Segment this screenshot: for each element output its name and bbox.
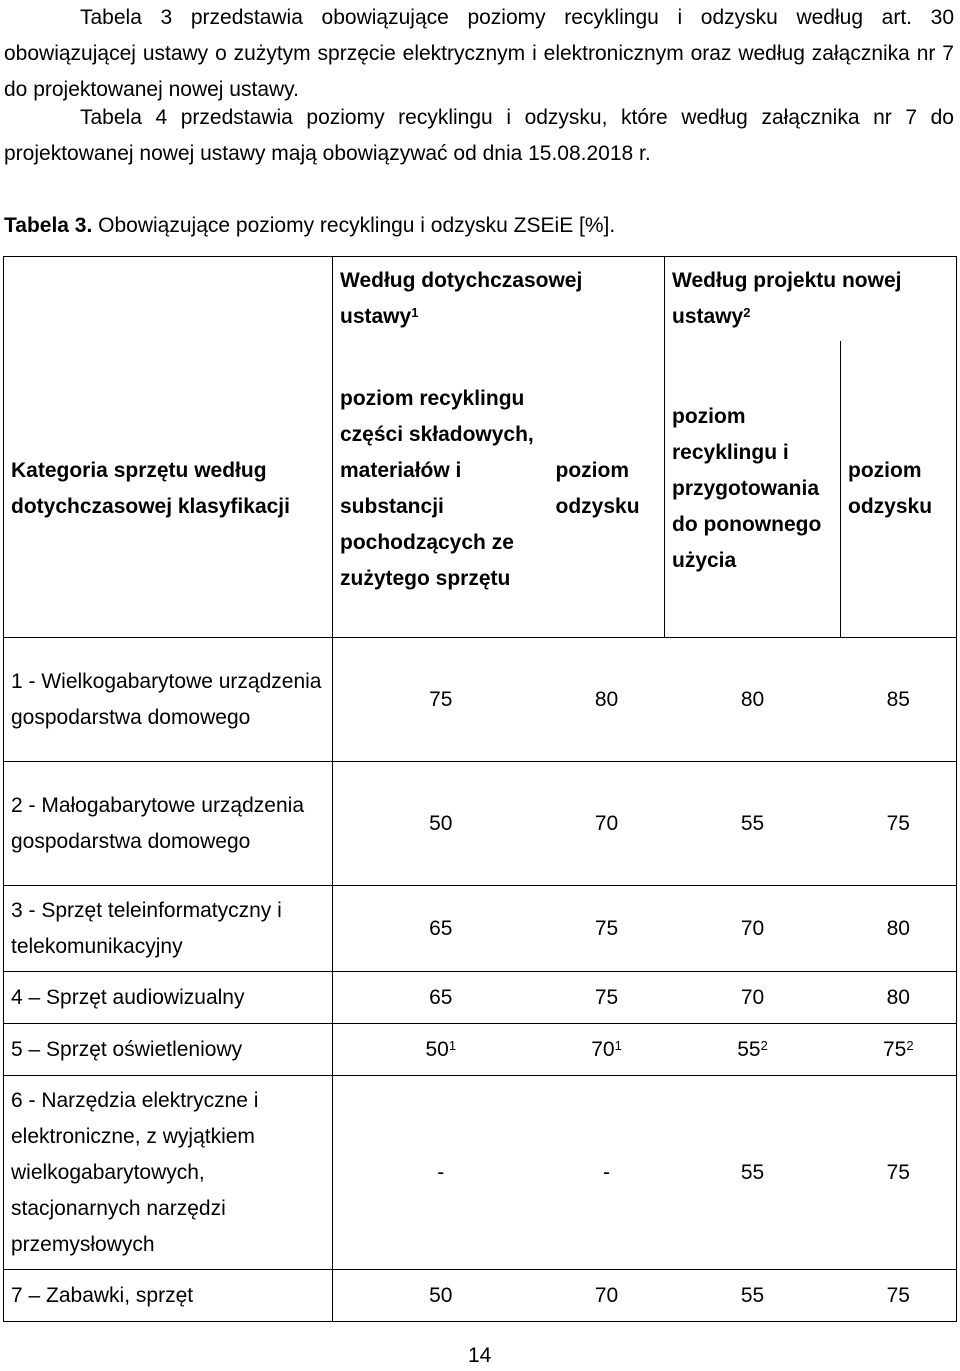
row-value: 50 [333,1270,549,1322]
row-value: 70 [549,762,665,886]
row-value: 55 [665,762,841,886]
row-value: 70 [665,886,841,972]
row-value: 75 [841,762,957,886]
row-value: 55 [665,1270,841,1322]
header-new-recycling: poziom recyklingu i przygotowania do ponownego użycia [665,341,841,638]
row-value: 50 [333,762,549,886]
row-value: 75 [333,638,549,762]
row-value: 75 [841,1076,957,1270]
row-category: 5 – Sprzęt oświetleniowy [4,1024,333,1076]
row-value: 55 [665,1076,841,1270]
row-value: 70 [665,972,841,1024]
row-value: $70^1$ [549,1024,665,1076]
table-row [4,1024,957,1076]
row-value: 75 [549,972,665,1024]
row-value: 75 [841,1270,957,1322]
row-value: 65 [333,972,549,1024]
table-caption [4,208,615,244]
row-value: 80 [841,886,957,972]
table-row [4,638,957,762]
page-number: 14 [468,1344,492,1367]
header-old-recovery: poziom odzysku [549,341,665,638]
row-value: $55^2$ [665,1024,841,1076]
row-value: 65 [333,886,549,972]
row-value: - [549,1076,665,1270]
header-old-law: Według dotychczasowej ustawy$^1$ [333,257,665,342]
row-value: 75 [549,886,665,972]
header-empty-cell [4,257,333,342]
row-value: 70 [549,1270,665,1322]
header-new-law: Według projektu nowej ustawy$^2$ [665,257,957,342]
row-value: 85 [841,638,957,762]
row-category: 6 - Narzędzia elektryczne i elektroniczne, z wyjątkiem wielkogabarytowych, stacjonarnych narzędzi przemysłowych [4,1076,333,1270]
intro-paragraph-2: Tabela 4 przedstawia poziomy recyklingu i odzysku, które według załącznika nr 7 do projektowanej nowej ustawy mają obowiązywać od dnia 15.08.2018 r. [4,106,954,165]
table-group-header-row [4,257,957,342]
recycling-levels-table [3,256,957,1322]
row-value: - [333,1076,549,1270]
table-row [4,972,957,1024]
table-row [4,1076,957,1270]
row-value: $75^2$ [841,1024,957,1076]
row-category: 2 - Małogabarytowe urządzenia gospodarstwa domowego [4,762,333,886]
row-value: 80 [549,638,665,762]
table-caption-label: Tabela 3. [4,214,93,237]
row-category: 4 – Sprzęt audiowizualny [4,972,333,1024]
row-category: 3 - Sprzęt teleinformatyczny i telekomunikacyjny [4,886,333,972]
table-row [4,762,957,886]
intro-paragraph-1: Tabela 3 przedstawia obowiązujące poziomy recyklingu i odzysku według art. 30 obowiązującej ustawy o zużytym sprzęcie elektrycznym i elektronicznym oraz według załącznika nr 7 do projektowanej nowej ustawy. [4,6,954,101]
row-category: 7 – Zabawki, sprzęt [4,1270,333,1322]
header-old-recycling: poziom recyklingu części składowych, materiałów i substancji pochodzących ze zużytego sprzętu [333,341,549,638]
table-column-header-row [4,341,957,638]
row-value: 80 [665,638,841,762]
table-row [4,886,957,972]
header-new-recovery: poziom odzysku [841,341,957,638]
row-value: 80 [841,972,957,1024]
header-category: Kategoria sprzętu według dotychczasowej klasyfikacji [4,341,333,638]
table-row [4,1270,957,1322]
row-value: $50^1$ [333,1024,549,1076]
table-caption-text: Obowiązujące poziomy recyklingu i odzysku ZSEiE [%]. [92,214,616,237]
row-category: 1 - Wielkogabarytowe urządzenia gospodarstwa domowego [4,638,333,762]
